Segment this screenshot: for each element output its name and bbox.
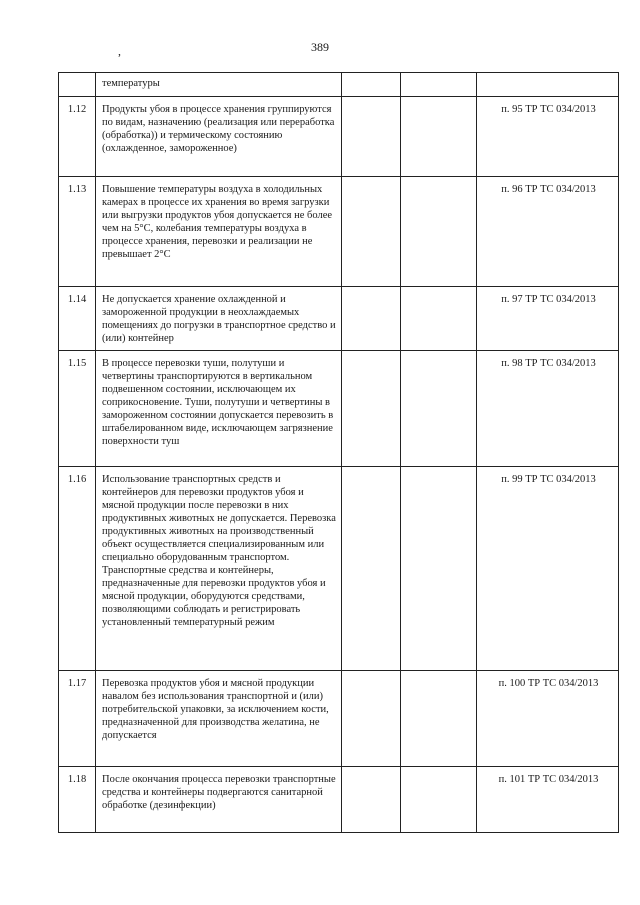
empty-cell [342,287,401,351]
table-row [59,351,619,467]
table-row [59,287,619,351]
table-row [59,177,619,287]
empty-cell [401,671,477,767]
row-number: 1.17 [59,671,96,767]
table-row [59,467,619,671]
requirements-table [58,72,619,833]
empty-cell [401,351,477,467]
requirement-text: температуры [96,73,342,97]
legal-reference: п. 98 ТР ТС 034/2013 [477,351,619,467]
row-number: 1.12 [59,97,96,177]
empty-cell [401,767,477,833]
row-number: 1.14 [59,287,96,351]
row-number: 1.18 [59,767,96,833]
empty-cell [401,97,477,177]
legal-reference: п. 97 ТР ТС 034/2013 [477,287,619,351]
table-row [59,767,619,833]
empty-cell [342,351,401,467]
legal-reference: п. 95 ТР ТС 034/2013 [477,97,619,177]
legal-reference: п. 100 ТР ТС 034/2013 [477,671,619,767]
empty-cell [401,467,477,671]
table-row [59,671,619,767]
legal-reference: п. 96 ТР ТС 034/2013 [477,177,619,287]
empty-cell [342,73,401,97]
requirement-text: Продукты убоя в процессе хранения группируются по видам, назначению (реализация или переработка (обработка)) и термическому состоянию (охлажденное, замороженное) [96,97,342,177]
empty-cell [342,467,401,671]
empty-cell [342,97,401,177]
ref-cell [477,73,619,97]
requirement-text: Повышение температуры воздуха в холодильных камерах в процессе их хранения во время загрузки или выгрузки продуктов убоя допускается не более чем на 5°С, колебания температуры воздуха в процессе хранения, перевозки и реализации не превышает 2°С [96,177,342,287]
table-row-continuation [59,73,619,97]
table-row [59,97,619,177]
requirement-text: Перевозка продуктов убоя и мясной продукции навалом без использования транспортной и (или) потребительской упаковки, за исключением кости, предназначенной для производства желатина, не допускается [96,671,342,767]
row-number: 1.15 [59,351,96,467]
empty-cell [401,287,477,351]
page-number: 389 [311,40,329,54]
requirement-text: В процессе перевозки туши, полутуши и четвертины транспортируются в вертикальном подвешенном состоянии, исключающем их соприкосновение. Туши, полутуши и четвертины в замороженном состоянии допускается перевозить в штабелированном виде, исключающем загрязнение поверхности туш [96,351,342,467]
num-cell [59,73,96,97]
requirement-text: Использование транспортных средств и контейнеров для перевозки продуктов убоя и мясной продукции после перевозки в них продуктивных животных не допускается. Перевозка продуктивных животных на производственный объект осуществляется специализированным или специально оборудованным транспортом. Транспортные средства и контейнеры, предназначенные для перевозки продуктов убоя и мясной продукции, оборудуются средствами, позволяющими соблюдать и регистрировать установленный температурный режим [96,467,342,671]
empty-cell [401,73,477,97]
requirement-text: После окончания процесса перевозки транспортные средства и контейнеры подвергаются санитарной обработке (дезинфекции) [96,767,342,833]
legal-reference: п. 99 ТР ТС 034/2013 [477,467,619,671]
requirement-text: Не допускается хранение охлажденной и замороженной продукции в неохлаждаемых помещениях до погрузки в транспортное средство и (или) контейнер [96,287,342,351]
empty-cell [401,177,477,287]
row-number: 1.13 [59,177,96,287]
empty-cell [342,177,401,287]
margin-mark: , [118,44,121,58]
empty-cell [342,767,401,833]
legal-reference: п. 101 ТР ТС 034/2013 [477,767,619,833]
row-number: 1.16 [59,467,96,671]
empty-cell [342,671,401,767]
